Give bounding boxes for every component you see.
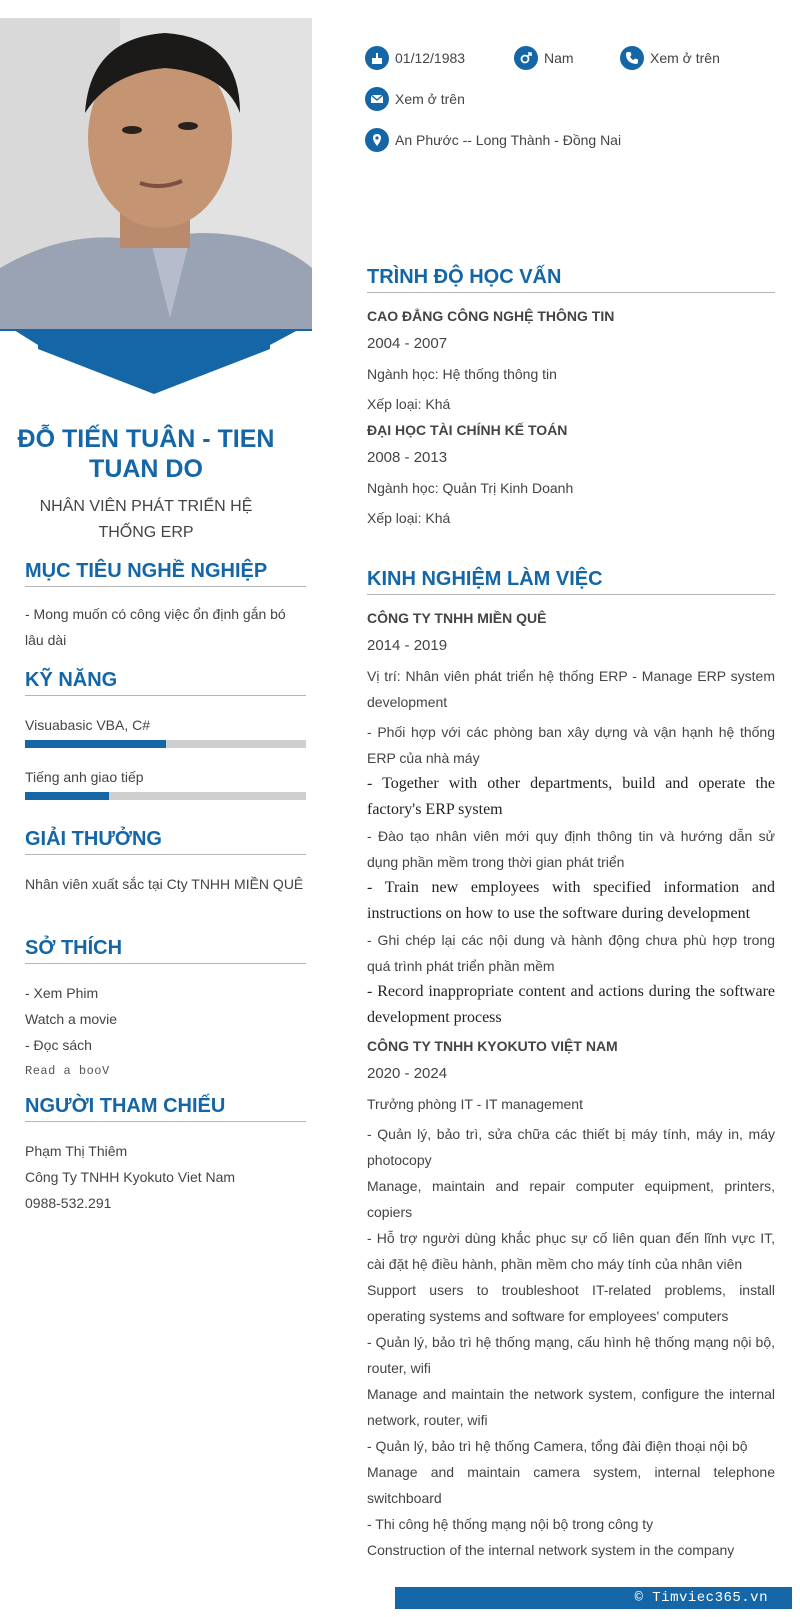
photo-banner [0, 0, 312, 400]
job-period: 2014 - 2019 [367, 637, 448, 654]
job-detail: Manage and maintain camera system, internal telephone switchboard [367, 1464, 775, 1506]
job-detail: - Together with other departments, build and operate the factory's ERP system [367, 775, 775, 818]
cake-icon [365, 46, 389, 70]
experience-section [367, 566, 775, 1563]
section-heading: NGƯỜI THAM CHIẾU [25, 1093, 306, 1122]
section-heading: KINH NGHIỆM LÀM VIỆC [367, 566, 775, 595]
hobby-line: Watch a movie [25, 1011, 118, 1027]
job-detail: - Quản lý, bảo trì hệ thống Camera, tổng đài điện thoại nội bộ [367, 1438, 748, 1454]
job-position: Trưởng phòng IT - IT management [367, 1096, 583, 1112]
section-heading: MỤC TIÊU NGHỀ NGHIỆP [25, 558, 306, 587]
hobby-line: - Đọc sách [25, 1037, 92, 1053]
education-major: Ngành học: Quản Trị Kinh Doanh [367, 480, 574, 496]
job-detail: - Train new employees with specified information and instructions on how to use the software during development [367, 879, 775, 922]
map-pin-icon [365, 128, 389, 152]
job-detail: Manage, maintain and repair computer equipment, printers, copiers [367, 1178, 775, 1220]
awards-section [25, 826, 306, 897]
reference-name: Phạm Thị Thiêm [25, 1143, 128, 1159]
section-heading: TRÌNH ĐỘ HỌC VẤN [367, 264, 775, 293]
company-name: CÔNG TY TNHH MIỀN QUÊ [367, 610, 547, 626]
section-heading: KỸ NĂNG [25, 667, 306, 696]
skill-bar [25, 792, 306, 800]
references-section [25, 1093, 306, 1216]
job-detail: - Quản lý, bảo trì hệ thống mạng, cấu hình hệ thống mạng nội bộ, router, wifi [367, 1334, 775, 1376]
gender-value: Nam [544, 50, 574, 66]
skill-bar-fill [25, 792, 109, 800]
birthdate-value: 01/12/1983 [395, 50, 466, 66]
address-value: An Phước -- Long Thành - Đồng Nai [395, 132, 622, 148]
job-detail: - Phối hợp với các phòng ban xây dựng và vận hạnh hệ thống ERP của nhà máy [367, 724, 775, 766]
hobby-line: - Xem Phim [25, 985, 99, 1001]
job-detail: - Record inappropriate content and actions during the software development process [367, 983, 775, 1026]
education-section [367, 264, 775, 531]
career-goal-text: - Mong muốn có công việc ổn định gắn bó lâu dài [25, 606, 286, 648]
section-heading: GIẢI THƯỞNG [25, 826, 306, 855]
footer-watermark: © Timviec365.vn [395, 1587, 792, 1609]
job-detail: Support users to troubleshoot IT-related problems, install operating systems and software for employees' computers [367, 1282, 775, 1324]
reference-company: Công Ty TNHH Kyokuto Viet Nam [25, 1169, 236, 1185]
gender-icon [514, 46, 538, 70]
job-detail: - Quản lý, bảo trì, sửa chữa các thiết bị máy tính, máy in, máy photocopy [367, 1126, 775, 1168]
envelope-icon [365, 87, 389, 111]
hobbies-section [25, 935, 306, 1084]
job-detail: Manage and maintain the network system, configure the internal network, router, wifi [367, 1386, 775, 1428]
job-detail: Construction of the internal network system in the company [367, 1542, 735, 1558]
skill-bar-fill [25, 740, 166, 748]
candidate-name: ĐỖ TIẾN TUÂN - TIEN TUAN DO [17, 425, 275, 483]
job-detail: - Đào tạo nhân viên mới quy định thông tin và hướng dẫn sử dụng phần mềm trong thời gian phát triển [367, 828, 775, 870]
email-value: Xem ở trên [395, 91, 465, 107]
phone-icon [620, 46, 644, 70]
skill-bar [25, 740, 306, 748]
job-title: NHÂN VIÊN PHÁT TRIỂN HỆ THỐNG ERP [39, 498, 253, 541]
gender-info [514, 46, 574, 70]
phone-info [620, 46, 720, 70]
education-grade: Xếp loại: Khá [367, 510, 451, 526]
reference-phone: 0988-532.291 [25, 1195, 112, 1211]
education-period: 2004 - 2007 [367, 335, 448, 352]
hobby-line: Read a booV [25, 1064, 110, 1078]
school-name: CAO ĐẲNG CÔNG NGHỆ THÔNG TIN [367, 308, 615, 324]
school-name: ĐẠI HỌC TÀI CHÍNH KẾ TOÁN [367, 422, 568, 438]
job-position: Vị trí: Nhân viên phát triển hệ thống ERP - Manage ERP system development [367, 668, 775, 710]
job-detail: - Ghi chép lại các nội dung và hành động chưa phù hợp trong quá trình phát triển phần mềm [367, 932, 775, 974]
award-text: Nhân viên xuất sắc tại Cty TNHH MIỀN QUÊ [25, 876, 304, 892]
section-heading: SỞ THÍCH [25, 935, 306, 964]
career-goal-section [25, 558, 306, 653]
email-info [365, 87, 465, 111]
address-info [365, 128, 621, 152]
company-name: CÔNG TY TNHH KYOKUTO VIỆT NAM [367, 1038, 618, 1054]
education-grade: Xếp loại: Khá [367, 396, 451, 412]
skills-section [25, 667, 306, 800]
education-major: Ngành học: Hệ thống thông tin [367, 366, 557, 382]
job-detail: - Thi công hệ thống mạng nội bộ trong công ty [367, 1516, 654, 1532]
phone-value: Xem ở trên [650, 50, 720, 66]
skill-name: Tiếng anh giao tiếp [25, 769, 144, 785]
birthdate-info [365, 46, 465, 70]
education-period: 2008 - 2013 [367, 449, 448, 466]
skill-name: Visuabasic VBA, C# [25, 717, 151, 733]
job-detail: - Hỗ trợ người dùng khắc phục sự cố liên quan đến lĩnh vực IT, cài đặt hệ điều hành, phần mềm cho máy tính của nhân viên [367, 1230, 775, 1272]
job-period: 2020 - 2024 [367, 1065, 448, 1082]
